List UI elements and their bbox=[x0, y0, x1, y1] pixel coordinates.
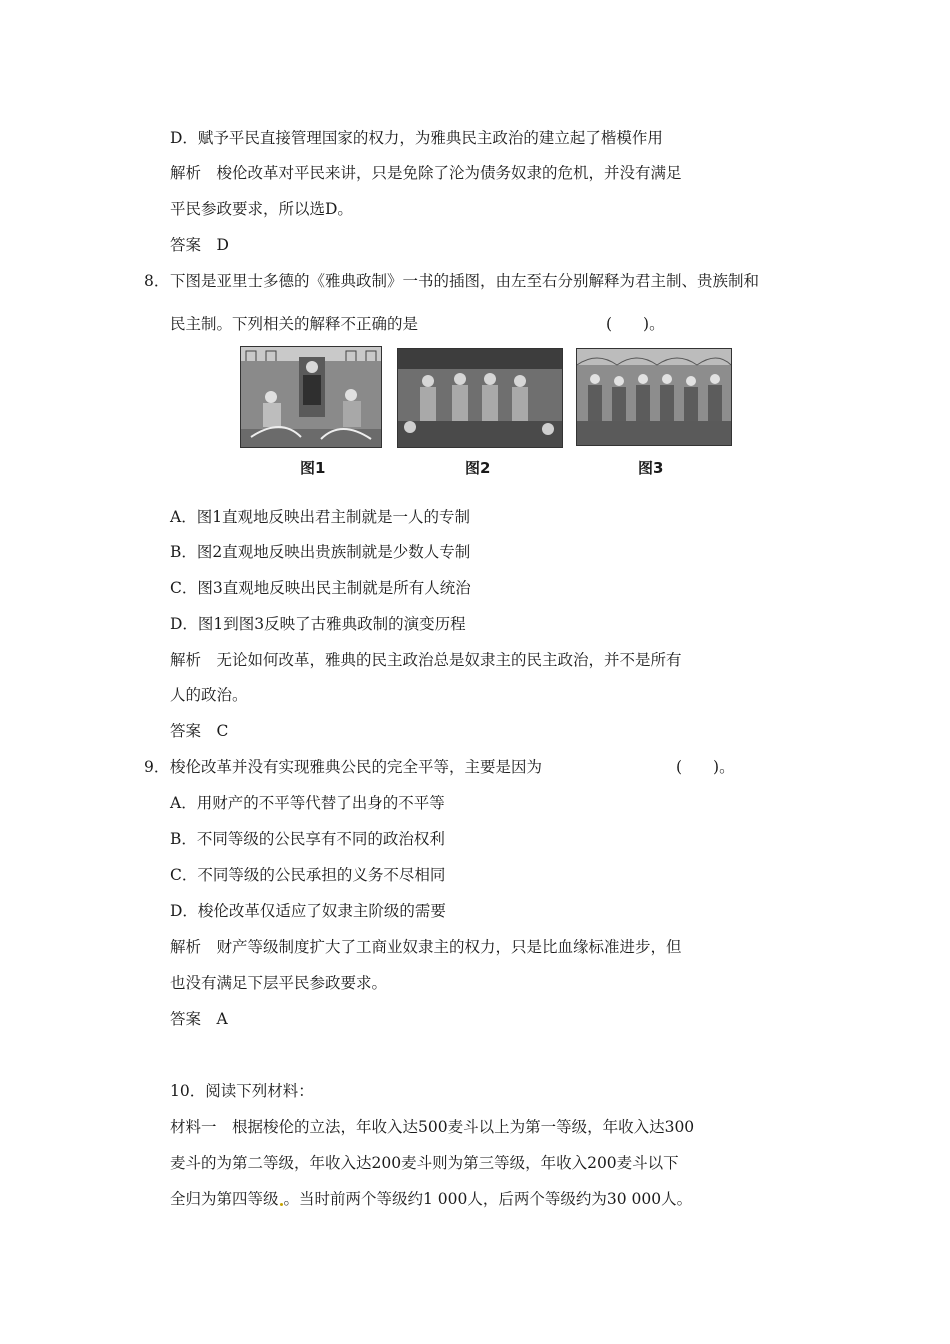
q10-material-line3 bbox=[170, 1189, 692, 1209]
q9-stem: 梭伦改革并没有实现雅典公民的完全平等，主要是因为 bbox=[170, 758, 543, 776]
figure-1-monarchy-illustration bbox=[240, 346, 382, 448]
q10-material-line3-part1: 全归为第四等级 bbox=[170, 1190, 279, 1208]
figure-1-caption: 图1 bbox=[300, 459, 326, 477]
q9-option-a: A．用财产的不平等代替了出身的不平等 bbox=[170, 794, 445, 812]
q8-option-d: D．图1到图3反映了古雅典政制的演变历程 bbox=[170, 615, 466, 633]
q8-option-b: B．图2直观地反映出贵族制就是少数人专制 bbox=[170, 543, 471, 561]
q8-number: 8． bbox=[144, 272, 170, 290]
q8-stem-line2: 民主制。下列相关的解释不正确的是 bbox=[170, 315, 419, 333]
q8-analysis-line1: 解析 无论如何改革，雅典的民主政治总是奴隶主的民主政治，并不是所有 bbox=[170, 651, 682, 669]
q8-stem-line1: 下图是亚里士多德的《雅典政制》一书的插图，由左至右分别解释为君主制、贵族制和 bbox=[170, 272, 760, 290]
q9-option-d: D．梭伦改革仅适应了奴隶主阶级的需要 bbox=[170, 902, 446, 920]
figure-3-caption: 图3 bbox=[638, 459, 664, 477]
q10-material-line2: 麦斗的为第二等级，年收入达200麦斗则为第三等级，年收入200麦斗以下 bbox=[170, 1154, 679, 1172]
q7-option-d: D．赋予平民直接管理国家的权力，为雅典民主政治的建立起了楷模作用 bbox=[170, 129, 663, 147]
q7-analysis-line2: 平民参政要求，所以选D。 bbox=[170, 200, 353, 218]
figure-3-democracy-illustration bbox=[576, 348, 732, 446]
q7-answer: 答案 D bbox=[170, 236, 229, 254]
q9-analysis-line1: 解析 财产等级制度扩大了工商业奴隶主的权力，只是比血缘标准进步，但 bbox=[170, 938, 682, 956]
q10-stem: 10．阅读下列材料： bbox=[170, 1082, 314, 1100]
q9-option-c: C．不同等级的公民承担的义务不尽相同 bbox=[170, 866, 446, 884]
q9-number: 9． bbox=[144, 758, 170, 776]
figure-2-caption: 图2 bbox=[465, 459, 491, 477]
q7-analysis-line1: 解析 梭伦改革对平民来讲，只是免除了沦为债务奴隶的危机，并没有满足 bbox=[170, 164, 682, 182]
q9-answer: 答案 A bbox=[170, 1010, 228, 1028]
q8-option-a: A．图1直观地反映出君主制就是一人的专制 bbox=[170, 508, 471, 526]
highlight-mark bbox=[280, 1203, 283, 1206]
q9-answer-bracket: ( )。 bbox=[676, 758, 735, 776]
figure-2-aristocracy-illustration bbox=[397, 348, 563, 448]
q8-answer: 答案 C bbox=[170, 722, 229, 740]
q8-option-c: C．图3直观地反映出民主制就是所有人统治 bbox=[170, 579, 471, 597]
q10-material-line3-part2: 。当时前两个等级约1 000人，后两个等级约为30 000人。 bbox=[283, 1190, 693, 1208]
q8-analysis-line2: 人的政治。 bbox=[170, 686, 248, 704]
q8-answer-bracket: ( )。 bbox=[606, 315, 665, 333]
q9-option-b: B．不同等级的公民享有不同的政治权利 bbox=[170, 830, 445, 848]
q9-analysis-line2: 也没有满足下层平民参政要求。 bbox=[170, 974, 388, 992]
q10-material-line1: 材料一 根据梭伦的立法，年收入达500麦斗以上为第一等级，年收入达300 bbox=[170, 1118, 695, 1136]
